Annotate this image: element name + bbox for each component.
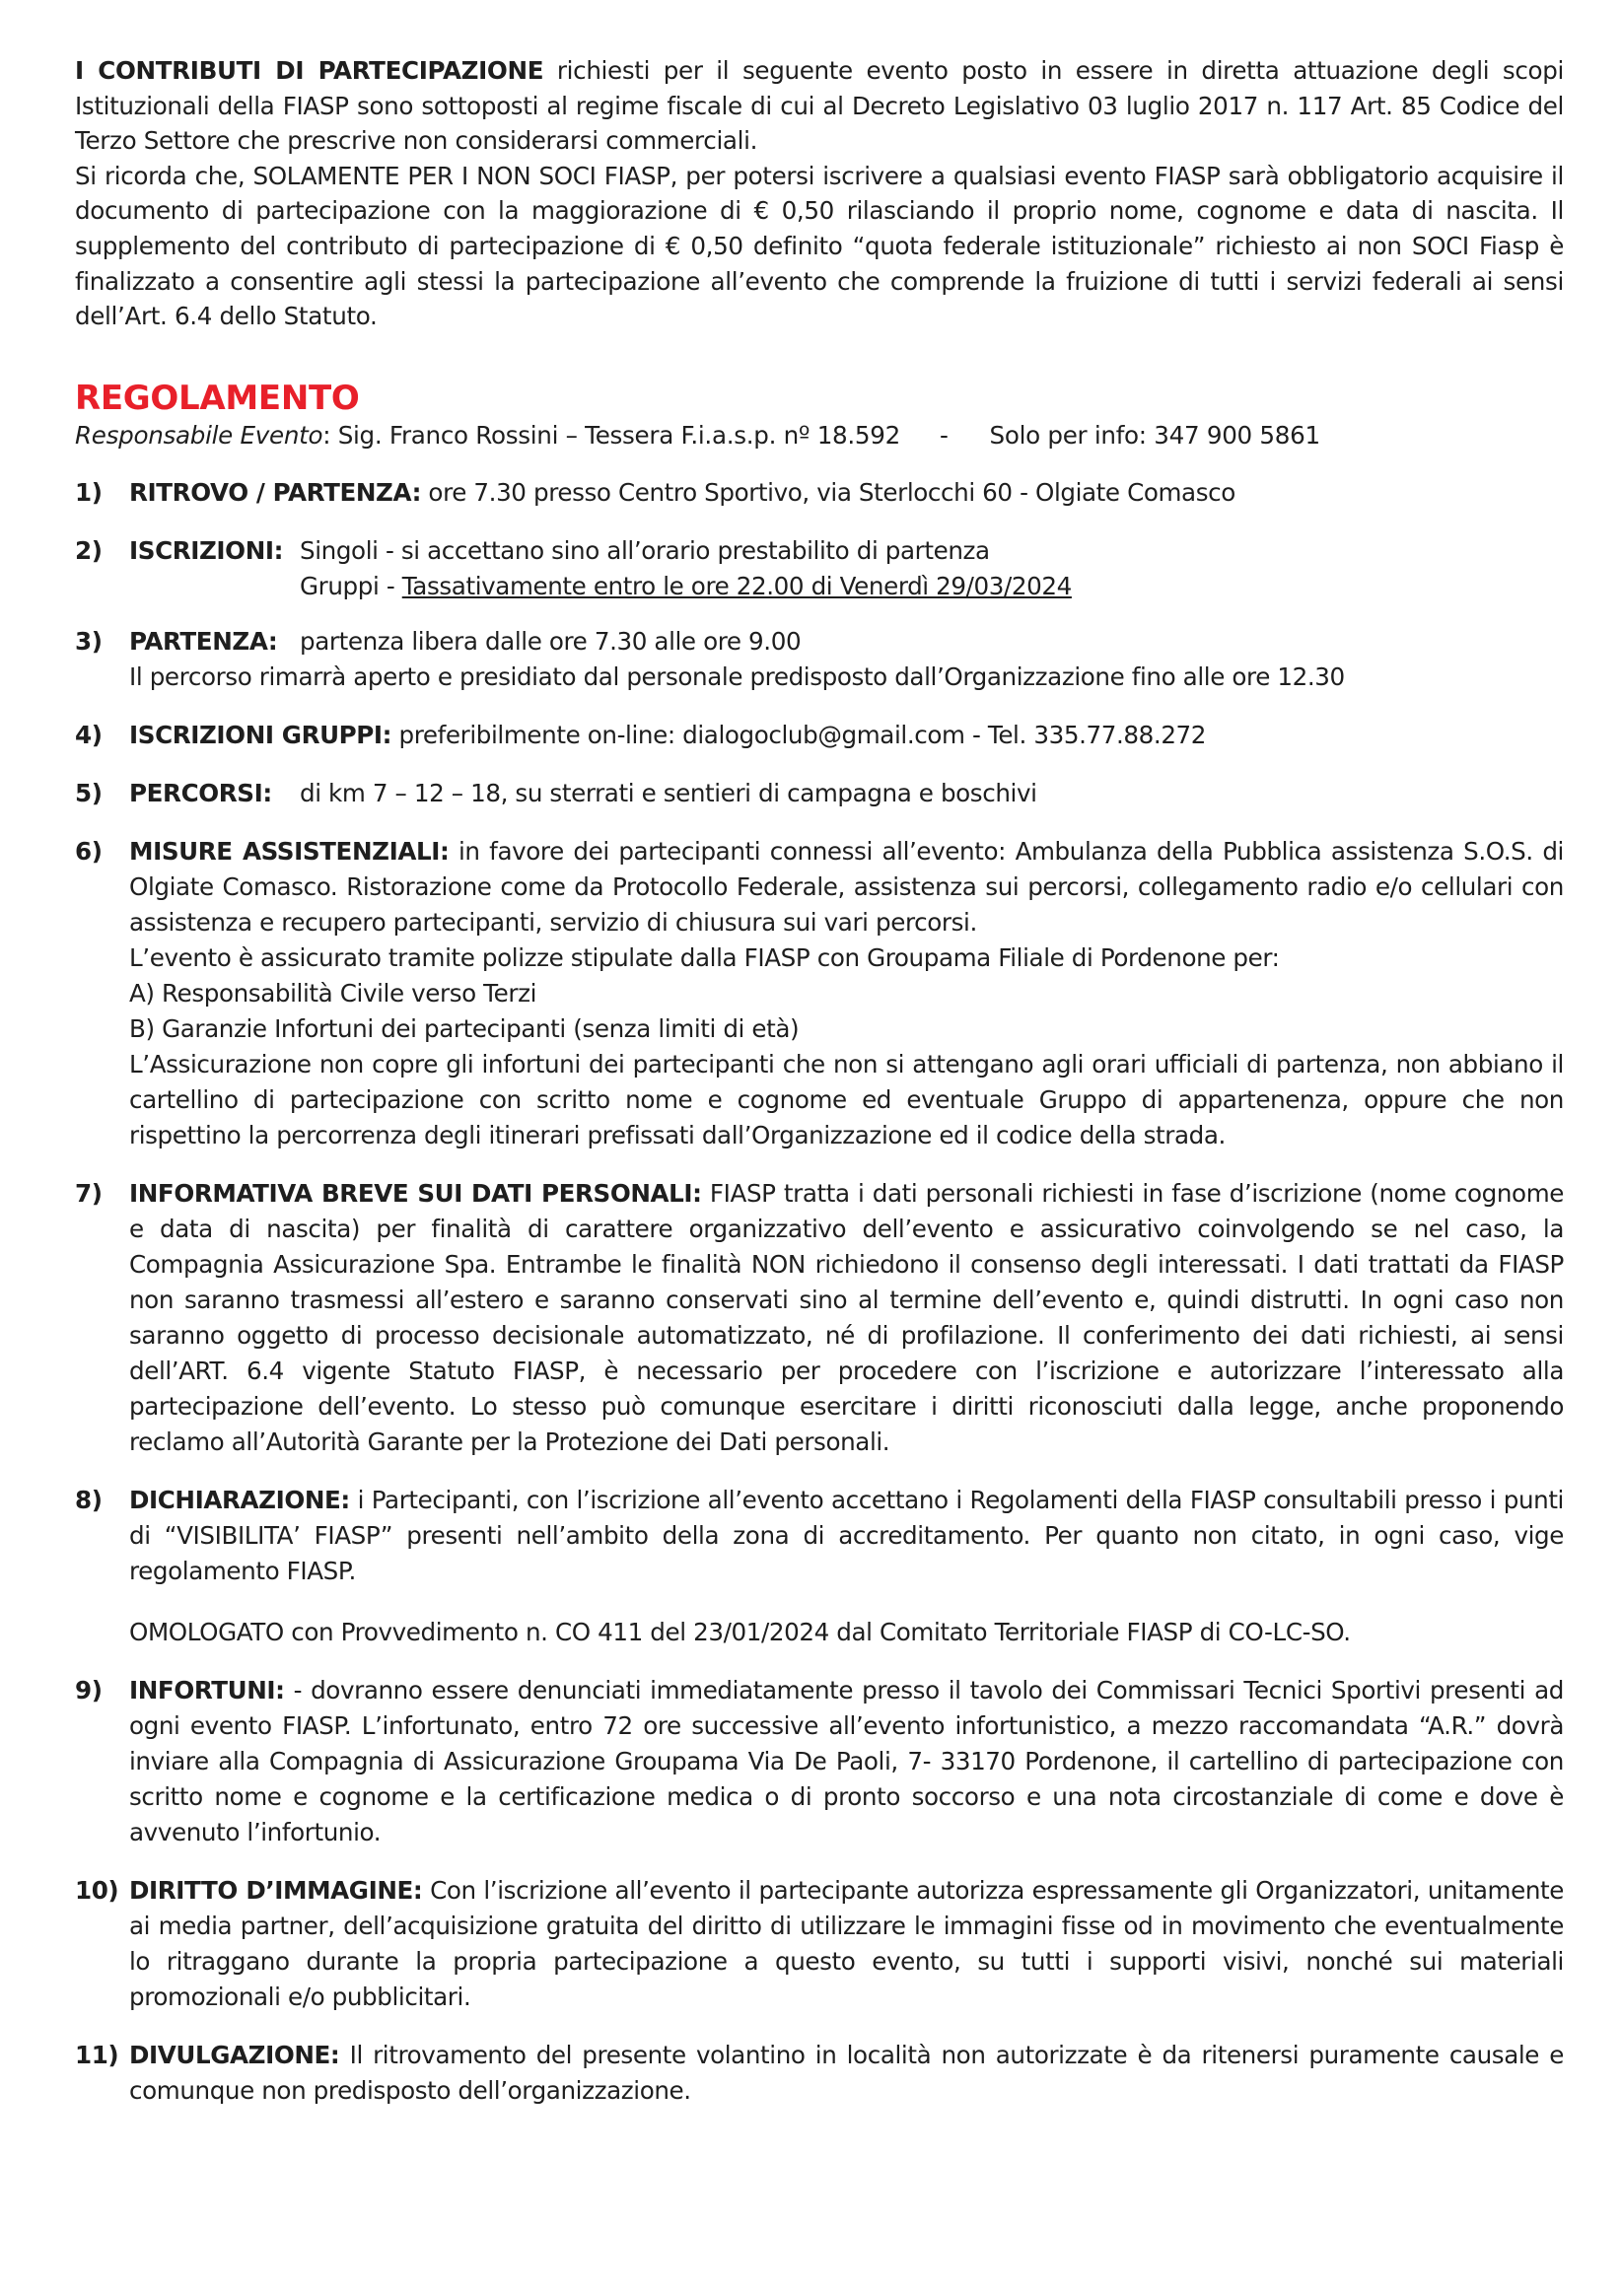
intro-lead-text: richiesti per il seguente evento posto in essere in diretta attuazione degli scopi Istituzionali della FIASP sono sottoposti al regime fiscale di cui al Decreto Legislativo 03 luglio 2017 n. 117 Art. 85 Codice del Terzo Settore che prescrive non considerarsi commerciali. bbox=[75, 56, 1564, 156]
rule-text: Il ritrovamento del presente volantino in località non autorizzate è da ritenersi puramente causale e comunque non predisposto dell’organizzazione. bbox=[129, 2040, 1564, 2105]
rule-line-2: Il percorso rimarrà aperto e presidiato dal personale predisposto dall’Organizzazione fino alle ore 12.30 bbox=[129, 661, 1345, 691]
responsabile-separator: - bbox=[939, 420, 949, 450]
rule-item-2 bbox=[75, 533, 1564, 604]
rule-item-6 bbox=[75, 834, 1564, 1153]
rule-text: Con l’iscrizione all’evento il partecipante autorizza espressamente gli Organizzatori, unitamente ai media partner, dell’acquisizione gratuita del diritto di utilizzare le immagini fisse od in movimento che eventualmente lo ritraggano durante la propria partecipazione a questo evento, su tutti i supporti visivi, nonché sui materiali promozionali e/o pubblicitari. bbox=[129, 1875, 1564, 2011]
rule-paragraph-3: L’Assicurazione non copre gli infortuni dei partecipanti che non si attengano agli orari ufficiali di partenza, non abbiano il cartellino di partecipazione con scritto nome e cognome ed eventuale Gruppo di appartenenza, oppure che non rispettino la percorrenza degli itinerari prefissati dall’Organizzazione ed il codice della strada. bbox=[129, 1049, 1564, 1149]
rule-text: ore 7.30 presso Centro Sportivo, via Sterlocchi 60 - Olgiate Comasco bbox=[421, 477, 1235, 507]
rule-text: preferibilmente on-line: dialogoclub@gmail.com - Tel. 335.77.88.272 bbox=[391, 720, 1207, 749]
rule-label: INFORTUNI: bbox=[129, 1675, 285, 1705]
rule-item-11 bbox=[75, 2038, 1564, 2109]
rule-label: DIVULGAZIONE: bbox=[129, 2040, 340, 2069]
rule-number: 11) bbox=[75, 2040, 119, 2069]
rule-label: DIRITTO D’IMMAGINE: bbox=[129, 1875, 423, 1905]
rule-item-10 bbox=[75, 1873, 1564, 2015]
rule-line-2-underlined: Tassativamente entro le ore 22.00 di Venerdì 29/03/2024 bbox=[401, 571, 1072, 600]
rule-item-9 bbox=[75, 1673, 1564, 1850]
rule-line-a: A) Responsabilità Civile verso Terzi bbox=[129, 978, 537, 1008]
rule-item-1 bbox=[75, 475, 1564, 511]
rule-item-8 bbox=[75, 1483, 1564, 1650]
intro-paragraph-1 bbox=[75, 53, 1564, 159]
rule-number: 5) bbox=[75, 778, 103, 807]
responsabile-text: : Sig. Franco Rossini – Tessera F.i.a.s.p. nº 18.592 bbox=[322, 420, 900, 450]
section-title: REGOLAMENTO bbox=[75, 378, 360, 418]
intro-block bbox=[75, 53, 1564, 334]
responsabile-info: Solo per info: 347 900 5861 bbox=[989, 420, 1320, 450]
rule-label: PERCORSI: bbox=[129, 778, 272, 807]
rule-label: PARTENZA: bbox=[129, 626, 278, 656]
rule-item-5 bbox=[75, 776, 1564, 811]
rule-text: in favore dei partecipanti connessi all’evento: Ambulanza della Pubblica assistenza S.O.S. di Olgiate Comasco. Ristorazione come da Protocollo Federale, assistenza sui percorsi, collegamento radio e/o cellulari con assistenza e recupero partecipanti, servizio di chiusura sui vari percorsi. bbox=[129, 836, 1564, 937]
rule-label: ISCRIZIONI GRUPPI: bbox=[129, 720, 392, 749]
rule-number: 1) bbox=[75, 477, 103, 507]
rule-line-1: partenza libera dalle ore 7.30 alle ore 9.00 bbox=[300, 626, 802, 656]
rule-label: ISCRIZIONI: bbox=[129, 535, 284, 565]
responsabile-line bbox=[75, 418, 1564, 453]
rule-text: FIASP tratta i dati personali richiesti in fase d’iscrizione (nome cognome e data di nascita) per finalità di carattere organizzativo dell’evento e assicurativo coinvolgendo se nel caso, la Compagnia Assicurazione Spa. Entrambe le finalità NON richiedono il consenso degli interessati. I dati trattati da FIASP non saranno trasmessi all’estero e saranno conservati sino al termine dell’evento e, quindi distrutti. In ogni caso non saranno oggetto di processo decisionale automatizzato, né di profilazione. Il conferimento dei dati richiesti, ai sensi dell’ART. 6.4 vigente Statuto FIASP, è necessario per procedere con l’iscrizione e autorizzare l’interessato alla partecipazione dell’evento. Lo stesso può comunque esercitare i diritti riconosciuti dalla legge, anche proponendo reclamo all’Autorità Garante per la Protezione dei Dati personali. bbox=[129, 1178, 1564, 1456]
rule-number: 2) bbox=[75, 535, 103, 565]
rule-text: di km 7 – 12 – 18, su sterrati e sentieri di campagna e boschivi bbox=[300, 778, 1037, 807]
rule-number: 4) bbox=[75, 720, 103, 749]
rule-number: 10) bbox=[75, 1875, 119, 1905]
rule-text: i Partecipanti, con l’iscrizione all’evento accettano i Regolamenti della FIASP consultabili presso i punti di “VISIBILITA’ FIASP” presenti nell’ambito della zona di accreditamento. Per quanto non citato, in ogni caso, vige regolamento FIASP. bbox=[129, 1485, 1564, 1585]
rules-list bbox=[75, 475, 1564, 2109]
intro-lead-bold: I CONTRIBUTI DI PARTECIPAZIONE bbox=[75, 56, 544, 85]
rule-number: 7) bbox=[75, 1178, 103, 1208]
intro-paragraph-2: Si ricorda che, SOLAMENTE PER I NON SOCI FIASP, per potersi iscrivere a qualsiasi evento FIASP sarà obbligatorio acquisire il documento di partecipazione con la maggiorazione di € 0,50 rilasciando il proprio nome, cognome e data di nascita. Il supplemento del contributo di partecipazione di € 0,50 definito “quota federale istituzionale” richiesto ai non SOCI Fiasp è finalizzato a consentire agli stessi la partecipazione all’evento che comprende la fruizione di tutti i servizi federali ai sensi dell’Art. 6.4 dello Statuto. bbox=[75, 161, 1564, 331]
rule-label: MISURE ASSISTENZIALI: bbox=[129, 836, 450, 866]
rule-number: 9) bbox=[75, 1675, 103, 1705]
rule-number: 3) bbox=[75, 626, 103, 656]
rule-label: INFORMATIVA BREVE SUI DATI PERSONALI: bbox=[129, 1178, 702, 1208]
rule-number: 6) bbox=[75, 836, 103, 866]
rule-label: RITROVO / PARTENZA: bbox=[129, 477, 422, 507]
rule-item-3 bbox=[75, 624, 1564, 695]
rule-item-4 bbox=[75, 718, 1564, 753]
rule-label: DICHIARAZIONE: bbox=[129, 1485, 350, 1514]
rule-line-b: B) Garanzie Infortuni dei partecipanti (senza limiti di età) bbox=[129, 1013, 800, 1043]
rule-line-1: Singoli - si accettano sino all’orario prestabilito di partenza bbox=[300, 535, 990, 565]
rule-text: - dovranno essere denunciati immediatamente presso il tavolo dei Commissari Tecnici Sportivi presenti ad ogni evento FIASP. L’infortunato, entro 72 ore successive all’evento infortunistico, a mezzo raccomandata “A.R.” dovrà inviare alla Compagnia di Assicurazione Groupama Via De Paoli, 7- 33170 Pordenone, il cartellino di partecipazione con scritto nome e cognome e la certificazione medica o di pronto soccorso e una nota circostanziale di come e dove è avvenuto l’infortunio. bbox=[129, 1675, 1564, 1846]
rule-paragraph-2: L’evento è assicurato tramite polizze stipulate dalla FIASP con Groupama Filiale di Pordenone per: bbox=[129, 942, 1280, 972]
rule-line-2-prefix: Gruppi - bbox=[300, 571, 402, 600]
document-page bbox=[75, 53, 1564, 2131]
omologato-line: OMOLOGATO con Provvedimento n. CO 411 del 23/01/2024 dal Comitato Territoriale FIASP di CO-LC-SO. bbox=[129, 1617, 1351, 1646]
rule-item-7 bbox=[75, 1176, 1564, 1460]
responsabile-label: Responsabile Evento bbox=[75, 420, 323, 450]
rule-number: 8) bbox=[75, 1485, 103, 1514]
